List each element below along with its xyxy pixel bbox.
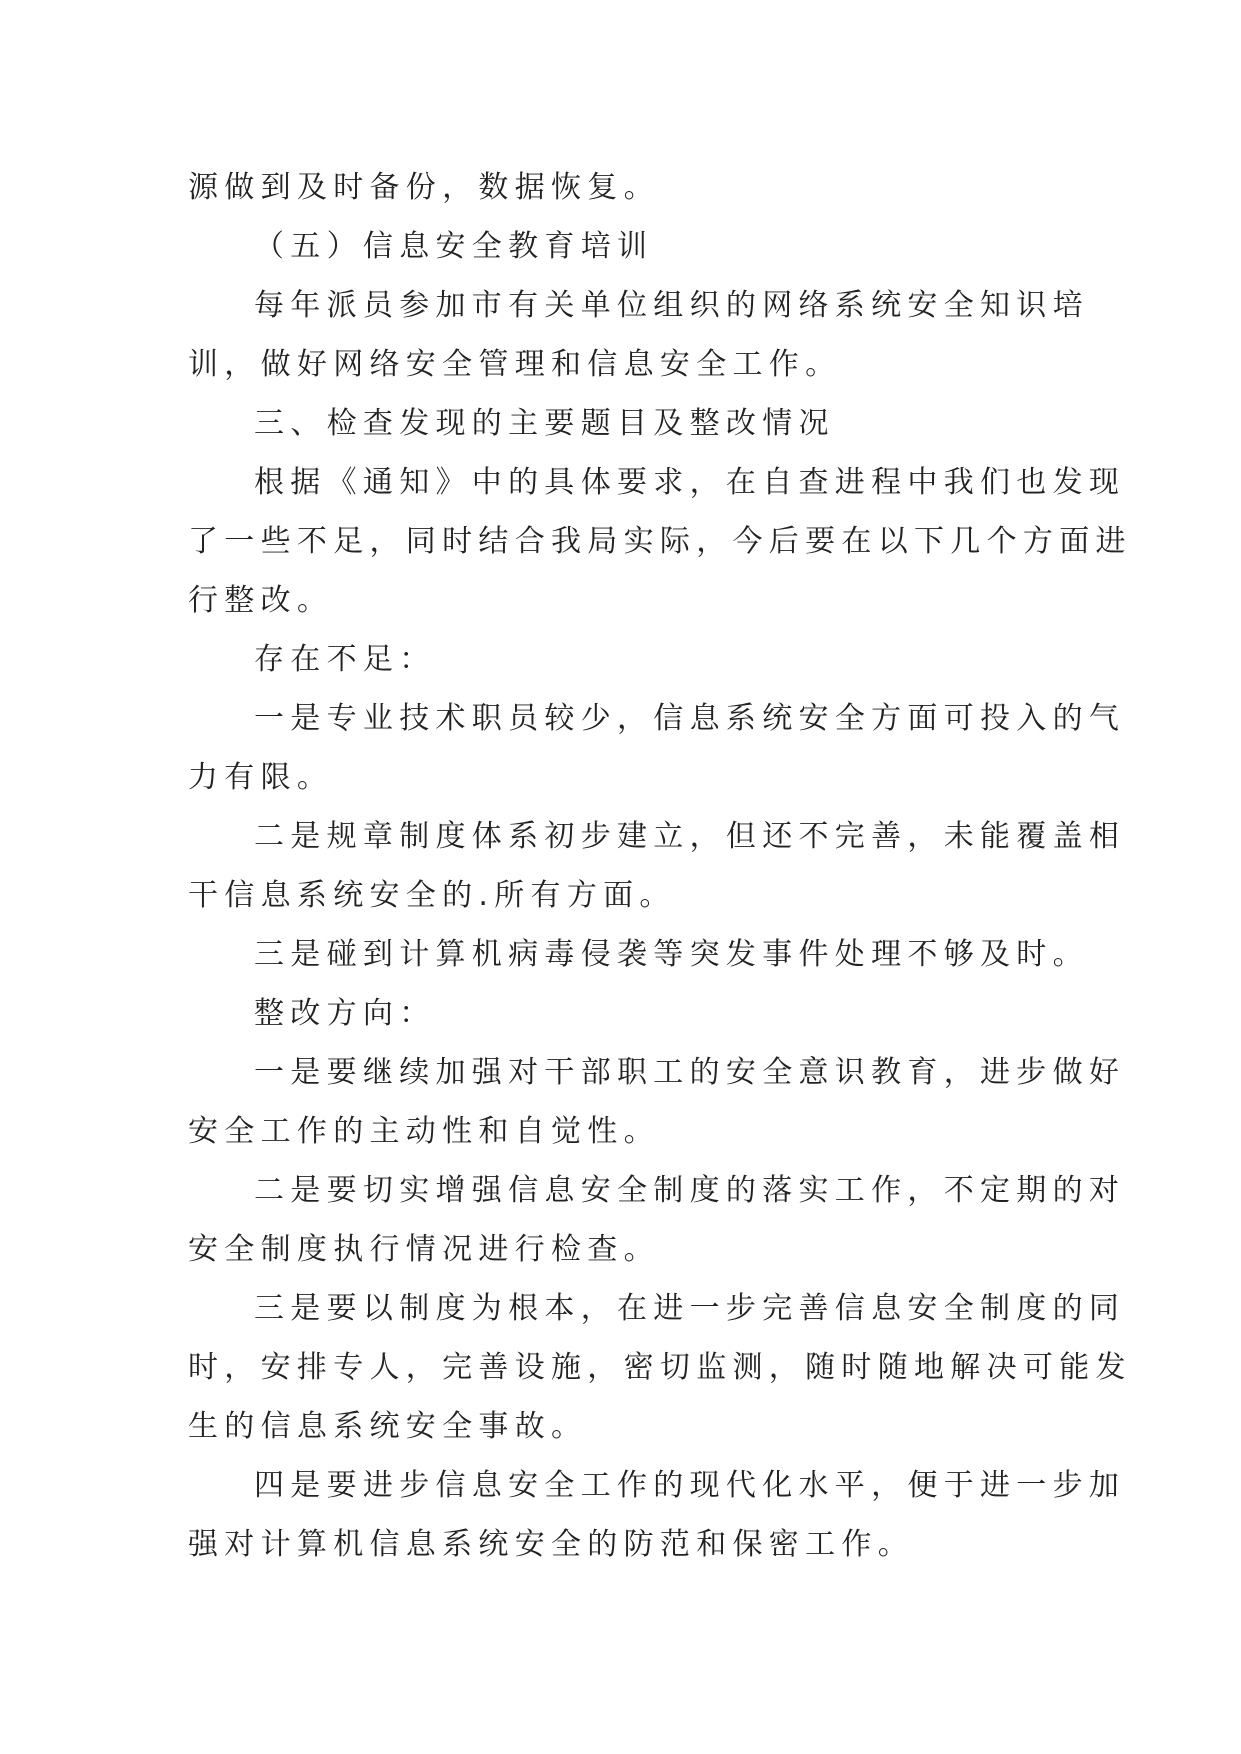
text-line: 二是规章制度体系初步建立，但还不完善，未能覆盖相 — [254, 819, 1126, 854]
text-line: 每年派员参加市有关单位组织的网络系统安全知识培 — [254, 288, 1089, 323]
text-line: 二是要切实增强信息安全制度的落实工作，不定期的对 — [254, 1173, 1126, 1208]
section-heading: 三、检查发现的主要题目及整改情况 — [254, 406, 835, 441]
document-body — [188, 158, 1132, 1574]
text-line: 四是要进步信息安全工作的现代化水平，便于进一步加 — [254, 1468, 1126, 1503]
text-line: 安全工作的主动性和自觉性。 — [188, 1114, 660, 1149]
text-line: 一是专业技术职员较少，信息系统安全方面可投入的气 — [254, 701, 1126, 736]
text-line: 三是要以制度为根本，在进一步完善信息安全制度的同 — [254, 1291, 1126, 1326]
text-line: 整改方向： — [254, 996, 436, 1031]
text-line: 力有限。 — [188, 760, 334, 795]
text-line: 安全制度执行情况进行检查。 — [188, 1232, 660, 1267]
section-heading: （五）信息安全教育培训 — [254, 229, 654, 264]
text-line: 一是要继续加强对干部职工的安全意识教育，进步做好 — [254, 1055, 1126, 1090]
text-line: 了一些不足，同时结合我局实际，今后要在以下几个方面进 — [188, 524, 1132, 559]
text-line: 三是碰到计算机病毒侵袭等突发事件处理不够及时。 — [254, 937, 1089, 972]
text-line: 源做到及时备份，数据恢复。 — [188, 170, 660, 205]
text-line: 时，安排专人，完善设施，密切监测，随时随地解决可能发 — [188, 1350, 1132, 1385]
text-line: 强对计算机信息系统安全的防范和保密工作。 — [188, 1527, 914, 1562]
text-line: 干信息系统安全的.所有方面。 — [188, 878, 676, 913]
text-line: 生的信息系统安全事故。 — [188, 1409, 588, 1444]
text-line: 训，做好网络安全管理和信息安全工作。 — [188, 347, 842, 382]
text-line: 行整改。 — [188, 583, 334, 618]
text-line: 存在不足： — [254, 642, 436, 677]
text-line: 根据《通知》中的具体要求，在自查进程中我们也发现 — [254, 465, 1126, 500]
